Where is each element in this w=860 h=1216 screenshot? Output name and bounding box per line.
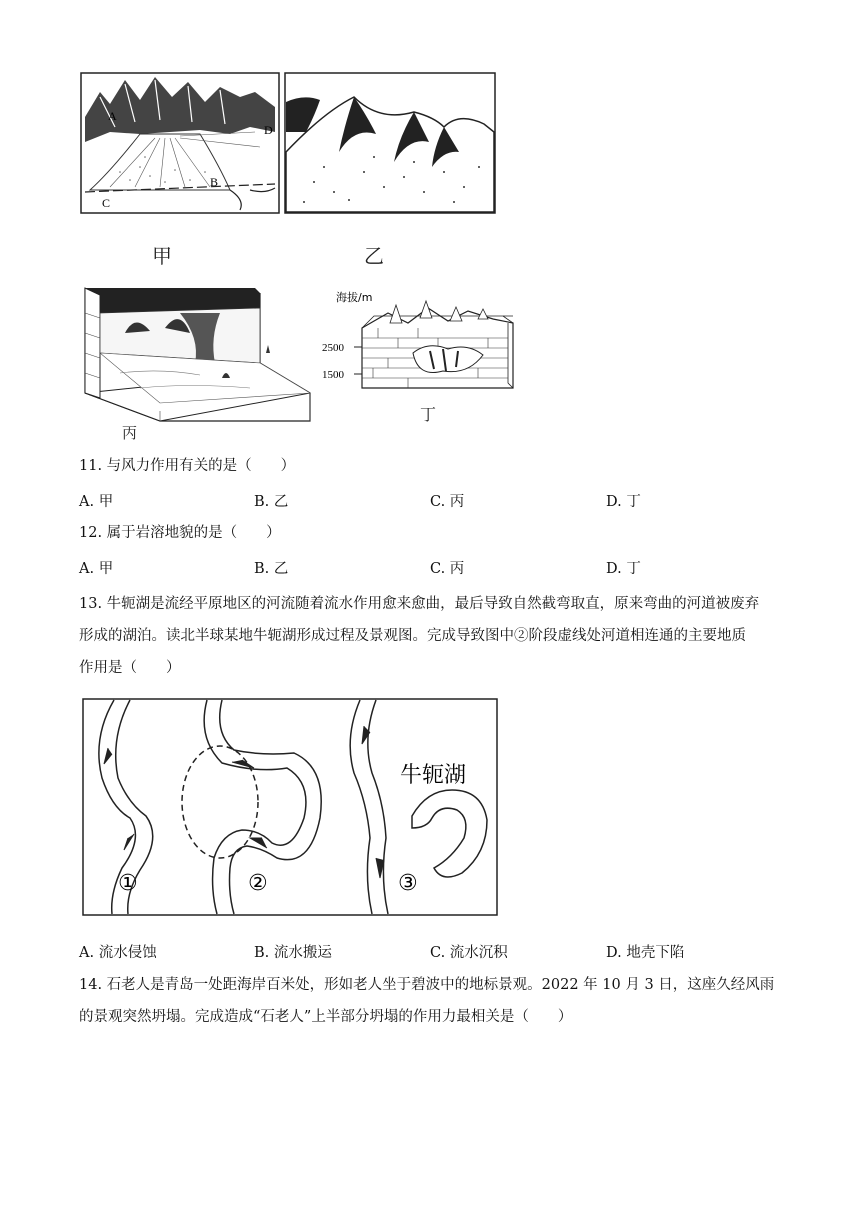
q12-option-c[interactable]: C. 丙: [430, 561, 465, 577]
svg-text:C: C: [102, 196, 111, 210]
ding-tick-2500: 2500: [322, 342, 344, 354]
svg-text:B: B: [210, 175, 219, 189]
q14-line-1: 14. 石老人是青岛一处距海岸百米处，形如老人坐于碧波中的地标景观。2022 年 10 月 3 日，这座久经风雨: [79, 977, 775, 993]
q11-option-c[interactable]: C. 丙: [430, 494, 465, 510]
q11-option-a[interactable]: A. 甲: [79, 494, 114, 510]
svg-text:D: D: [264, 123, 273, 137]
q13-line-1: 13. 牛轭湖是流经平原地区的河流随着流水作用愈来愈曲，最后导致自然截弯取直，原来弯曲的河道被废弃: [79, 596, 760, 612]
q13-option-b[interactable]: B. 流水搬运: [254, 945, 332, 961]
q12-option-b[interactable]: B. 乙: [254, 561, 289, 577]
caption-yi: 乙: [364, 244, 384, 268]
question-12-stem: 12. 属于岩溶地貌的是（ ）: [79, 525, 281, 541]
q11-option-d[interactable]: D. 丁: [606, 494, 641, 510]
stage-label-3: ③: [398, 871, 418, 896]
q12-option-a[interactable]: A. 甲: [79, 561, 114, 577]
q13-option-a[interactable]: A. 流水侵蚀: [79, 945, 157, 961]
question-13-stem: [79, 588, 785, 684]
ding-tick-1500: 1500: [322, 369, 344, 381]
svg-text:A: A: [108, 109, 117, 123]
caption-jia: 甲: [152, 244, 172, 268]
q11-option-b[interactable]: B. 乙: [254, 494, 289, 510]
question-14-stem: [79, 969, 785, 1033]
oxbow-lake-label: 牛轭湖: [400, 763, 467, 788]
q13-line-2: 形成的湖泊。读北半球某地牛轭湖形成过程及景观图。完成导致图中②阶段虚线处河道相连通的主要地质: [79, 628, 746, 644]
figure-jia: [80, 72, 280, 214]
q14-line-2: 的景观突然坍塌。完成造成“石老人”上半部分坍塌的作用力最相关是（ ）: [79, 1009, 573, 1025]
figure-ding: [318, 283, 518, 423]
q13-option-c[interactable]: C. 流水沉积: [430, 945, 508, 961]
caption-bing: 丙: [122, 424, 138, 442]
stage-label-2: ②: [248, 871, 268, 896]
ding-axis-title: 海拔/m: [336, 291, 373, 304]
q13-option-d[interactable]: D. 地壳下陷: [606, 945, 685, 961]
figure-yi: [284, 72, 496, 214]
stage-label-1: ①: [118, 871, 138, 896]
caption-ding: 丁: [420, 405, 437, 424]
q12-option-d[interactable]: D. 丁: [606, 561, 641, 577]
question-11-stem: 11. 与风力作用有关的是（ ）: [79, 458, 296, 474]
figure-oxbow-lake: [82, 698, 498, 916]
figure-bing: [80, 283, 316, 423]
q13-line-3: 作用是（ ）: [79, 660, 181, 676]
